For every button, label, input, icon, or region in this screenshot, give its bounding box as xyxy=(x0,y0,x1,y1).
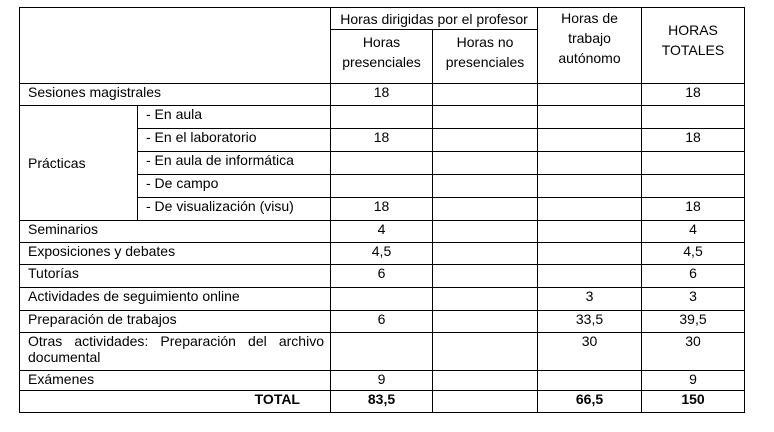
header-autonomo: Horas de trabajo autónomo xyxy=(538,8,642,84)
header-no-presenciales: Horas no presenciales xyxy=(433,30,538,84)
total-label: TOTAL xyxy=(20,391,331,413)
cell-presenciales xyxy=(331,333,433,371)
cell-no-presenciales xyxy=(433,198,538,221)
row-label: Otras actividades: Preparación del archivo documental xyxy=(20,333,331,371)
table-row xyxy=(20,288,745,311)
cell-presenciales: 18 xyxy=(331,84,433,106)
table-row xyxy=(20,371,745,391)
cell-autonomo xyxy=(538,175,642,198)
cell-presenciales xyxy=(331,106,433,129)
cell-total: 3 xyxy=(642,288,745,311)
cell-autonomo xyxy=(538,152,642,175)
cell-total xyxy=(642,106,745,129)
header-group-label: Horas dirigidas por el profesor xyxy=(331,8,538,30)
row-label: Exámenes xyxy=(20,371,331,391)
cell-presenciales: 6 xyxy=(331,265,433,288)
row-sublabel: - En aula de informática xyxy=(138,152,331,175)
cell-no-presenciales xyxy=(433,333,538,371)
total-presenciales: 83,5 xyxy=(331,391,433,413)
cell-autonomo xyxy=(538,265,642,288)
row-label: Actividades de seguimiento online xyxy=(20,288,331,311)
cell-autonomo xyxy=(538,84,642,106)
header-totales: HORAS TOTALES xyxy=(642,8,745,84)
cell-presenciales xyxy=(331,152,433,175)
cell-total: 18 xyxy=(642,84,745,106)
cell-no-presenciales xyxy=(433,221,538,243)
cell-presenciales: 18 xyxy=(331,129,433,152)
cell-total: 9 xyxy=(642,371,745,391)
total-total: 150 xyxy=(642,391,745,413)
cell-autonomo xyxy=(538,243,642,265)
table-row xyxy=(20,311,745,333)
cell-no-presenciales xyxy=(433,371,538,391)
total-no-presenciales xyxy=(433,391,538,413)
cell-autonomo xyxy=(538,371,642,391)
row-label: Preparación de trabajos xyxy=(20,311,331,333)
row-label: Seminarios xyxy=(20,221,331,243)
header-presenciales: Horas presenciales xyxy=(331,30,433,84)
header-blank xyxy=(20,8,331,84)
cell-autonomo: 3 xyxy=(538,288,642,311)
cell-total: 6 xyxy=(642,265,745,288)
cell-autonomo xyxy=(538,106,642,129)
table-row xyxy=(20,221,745,243)
table-row xyxy=(20,243,745,265)
cell-no-presenciales xyxy=(433,175,538,198)
cell-total: 18 xyxy=(642,129,745,152)
cell-total: 4 xyxy=(642,221,745,243)
cell-presenciales: 6 xyxy=(331,311,433,333)
cell-no-presenciales xyxy=(433,129,538,152)
row-sublabel: - De visualización (visu) xyxy=(138,198,331,221)
cell-total: 30 xyxy=(642,333,745,371)
cell-no-presenciales xyxy=(433,265,538,288)
cell-presenciales: 4,5 xyxy=(331,243,433,265)
row-label: Tutorías xyxy=(20,265,331,288)
row-sublabel: - En aula xyxy=(138,106,331,129)
row-label: Exposiciones y debates xyxy=(20,243,331,265)
cell-presenciales: 4 xyxy=(331,221,433,243)
cell-no-presenciales xyxy=(433,311,538,333)
table-row xyxy=(20,265,745,288)
cell-total xyxy=(642,175,745,198)
cell-total: 39,5 xyxy=(642,311,745,333)
total-autonomo: 66,5 xyxy=(538,391,642,413)
table-row xyxy=(20,333,745,371)
table-row xyxy=(20,106,745,129)
cell-no-presenciales xyxy=(433,243,538,265)
row-label: Sesiones magistrales xyxy=(20,84,331,106)
cell-no-presenciales xyxy=(433,106,538,129)
cell-autonomo xyxy=(538,129,642,152)
cell-autonomo: 33,5 xyxy=(538,311,642,333)
cell-presenciales: 18 xyxy=(331,198,433,221)
cell-no-presenciales xyxy=(433,288,538,311)
table-row xyxy=(20,84,745,106)
cell-no-presenciales xyxy=(433,152,538,175)
practicas-label: Prácticas xyxy=(20,106,138,221)
cell-no-presenciales xyxy=(433,84,538,106)
cell-total xyxy=(642,152,745,175)
total-row xyxy=(20,391,745,413)
cell-autonomo: 30 xyxy=(538,333,642,371)
cell-autonomo xyxy=(538,221,642,243)
cell-presenciales: 9 xyxy=(331,371,433,391)
cell-presenciales xyxy=(331,175,433,198)
cell-presenciales xyxy=(331,288,433,311)
cell-total: 4,5 xyxy=(642,243,745,265)
row-sublabel: - En el laboratorio xyxy=(138,129,331,152)
hours-table xyxy=(19,7,745,413)
row-sublabel: - De campo xyxy=(138,175,331,198)
cell-autonomo xyxy=(538,198,642,221)
cell-total: 18 xyxy=(642,198,745,221)
